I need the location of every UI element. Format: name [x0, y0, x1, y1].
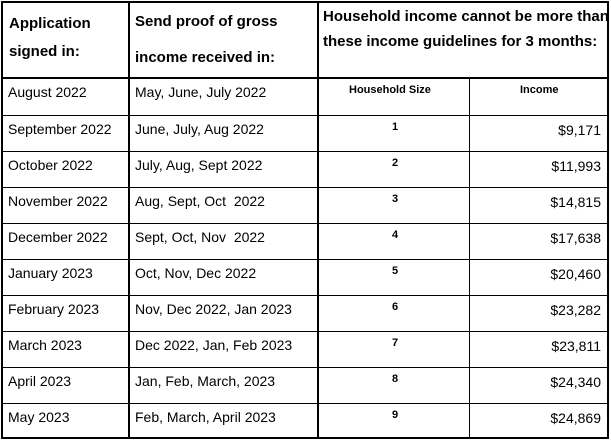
- household-size-cell: 7: [391, 337, 399, 349]
- column-divider-inner: [469, 79, 470, 437]
- row-divider: [3, 367, 607, 368]
- proof-period-cell: Sept, Oct, Nov 2022: [135, 229, 265, 245]
- household-size-cell: 2: [391, 157, 399, 169]
- income-cell: $23,282: [550, 302, 601, 318]
- signed-in-cell: January 2023: [8, 265, 93, 281]
- income-cell: $14,815: [550, 194, 601, 210]
- header-line: income received in:: [135, 49, 276, 66]
- header-income-limit: [323, 4, 609, 54]
- proof-period-cell: Aug, Sept, Oct 2022: [135, 193, 265, 209]
- header-divider: [3, 77, 607, 79]
- header-proof: [135, 4, 278, 76]
- household-size-cell: 5: [391, 265, 399, 277]
- row-divider: [3, 403, 607, 404]
- header-line: signed in:: [9, 43, 80, 60]
- row-divider: [3, 331, 607, 332]
- proof-period-cell: July, Aug, Sept 2022: [135, 157, 263, 173]
- column-divider: [317, 3, 319, 437]
- subheader-household-size: Household Size: [349, 84, 431, 96]
- income-cell: $23,811: [551, 338, 601, 354]
- income-cell: $24,869: [550, 410, 601, 426]
- header-line: Household income cannot be more than: [323, 8, 609, 25]
- column-divider: [128, 3, 130, 437]
- proof-period-cell: Jan, Feb, March, 2023: [135, 373, 276, 389]
- proof-period-cell: May, June, July 2022: [135, 84, 267, 100]
- signed-in-cell: August 2022: [8, 84, 87, 100]
- signed-in-cell: February 2023: [8, 301, 100, 317]
- household-size-cell: 6: [391, 301, 399, 313]
- signed-in-cell: April 2023: [8, 373, 72, 389]
- header-line: these income guidelines for 3 months:: [323, 33, 598, 50]
- signed-in-cell: November 2022: [8, 193, 108, 209]
- proof-period-cell: Feb, March, April 2023: [135, 409, 276, 425]
- row-divider: [3, 223, 607, 224]
- income-cell: $20,460: [550, 266, 601, 282]
- household-size-cell: 1: [391, 121, 399, 133]
- header-application: [9, 10, 91, 66]
- income-cell: $9,171: [558, 122, 601, 138]
- household-size-cell: 9: [391, 409, 399, 421]
- signed-in-cell: October 2022: [8, 157, 93, 173]
- row-divider: [3, 295, 607, 296]
- income-cell: $24,340: [550, 374, 601, 390]
- income-cell: $11,993: [551, 158, 601, 174]
- household-size-cell: 4: [391, 229, 399, 241]
- household-size-cell: 8: [391, 373, 399, 385]
- proof-period-cell: June, July, Aug 2022: [135, 121, 264, 137]
- proof-period-cell: Dec 2022, Jan, Feb 2023: [135, 337, 293, 353]
- signed-in-cell: September 2022: [8, 121, 112, 137]
- header-line: Application: [9, 15, 91, 32]
- signed-in-cell: December 2022: [8, 229, 108, 245]
- proof-period-cell: Nov, Dec 2022, Jan 2023: [135, 301, 292, 317]
- income-guidelines-table: [1, 1, 609, 439]
- row-divider: [3, 151, 607, 152]
- signed-in-cell: May 2023: [8, 409, 70, 425]
- row-divider: [3, 115, 607, 116]
- header-line: Send proof of gross: [135, 13, 278, 30]
- proof-period-cell: Oct, Nov, Dec 2022: [135, 265, 257, 281]
- row-divider: [3, 259, 607, 260]
- signed-in-cell: March 2023: [8, 337, 82, 353]
- household-size-cell: 3: [391, 193, 399, 205]
- subheader-income: Income: [520, 84, 559, 96]
- income-cell: $17,638: [550, 230, 601, 246]
- row-divider: [3, 187, 607, 188]
